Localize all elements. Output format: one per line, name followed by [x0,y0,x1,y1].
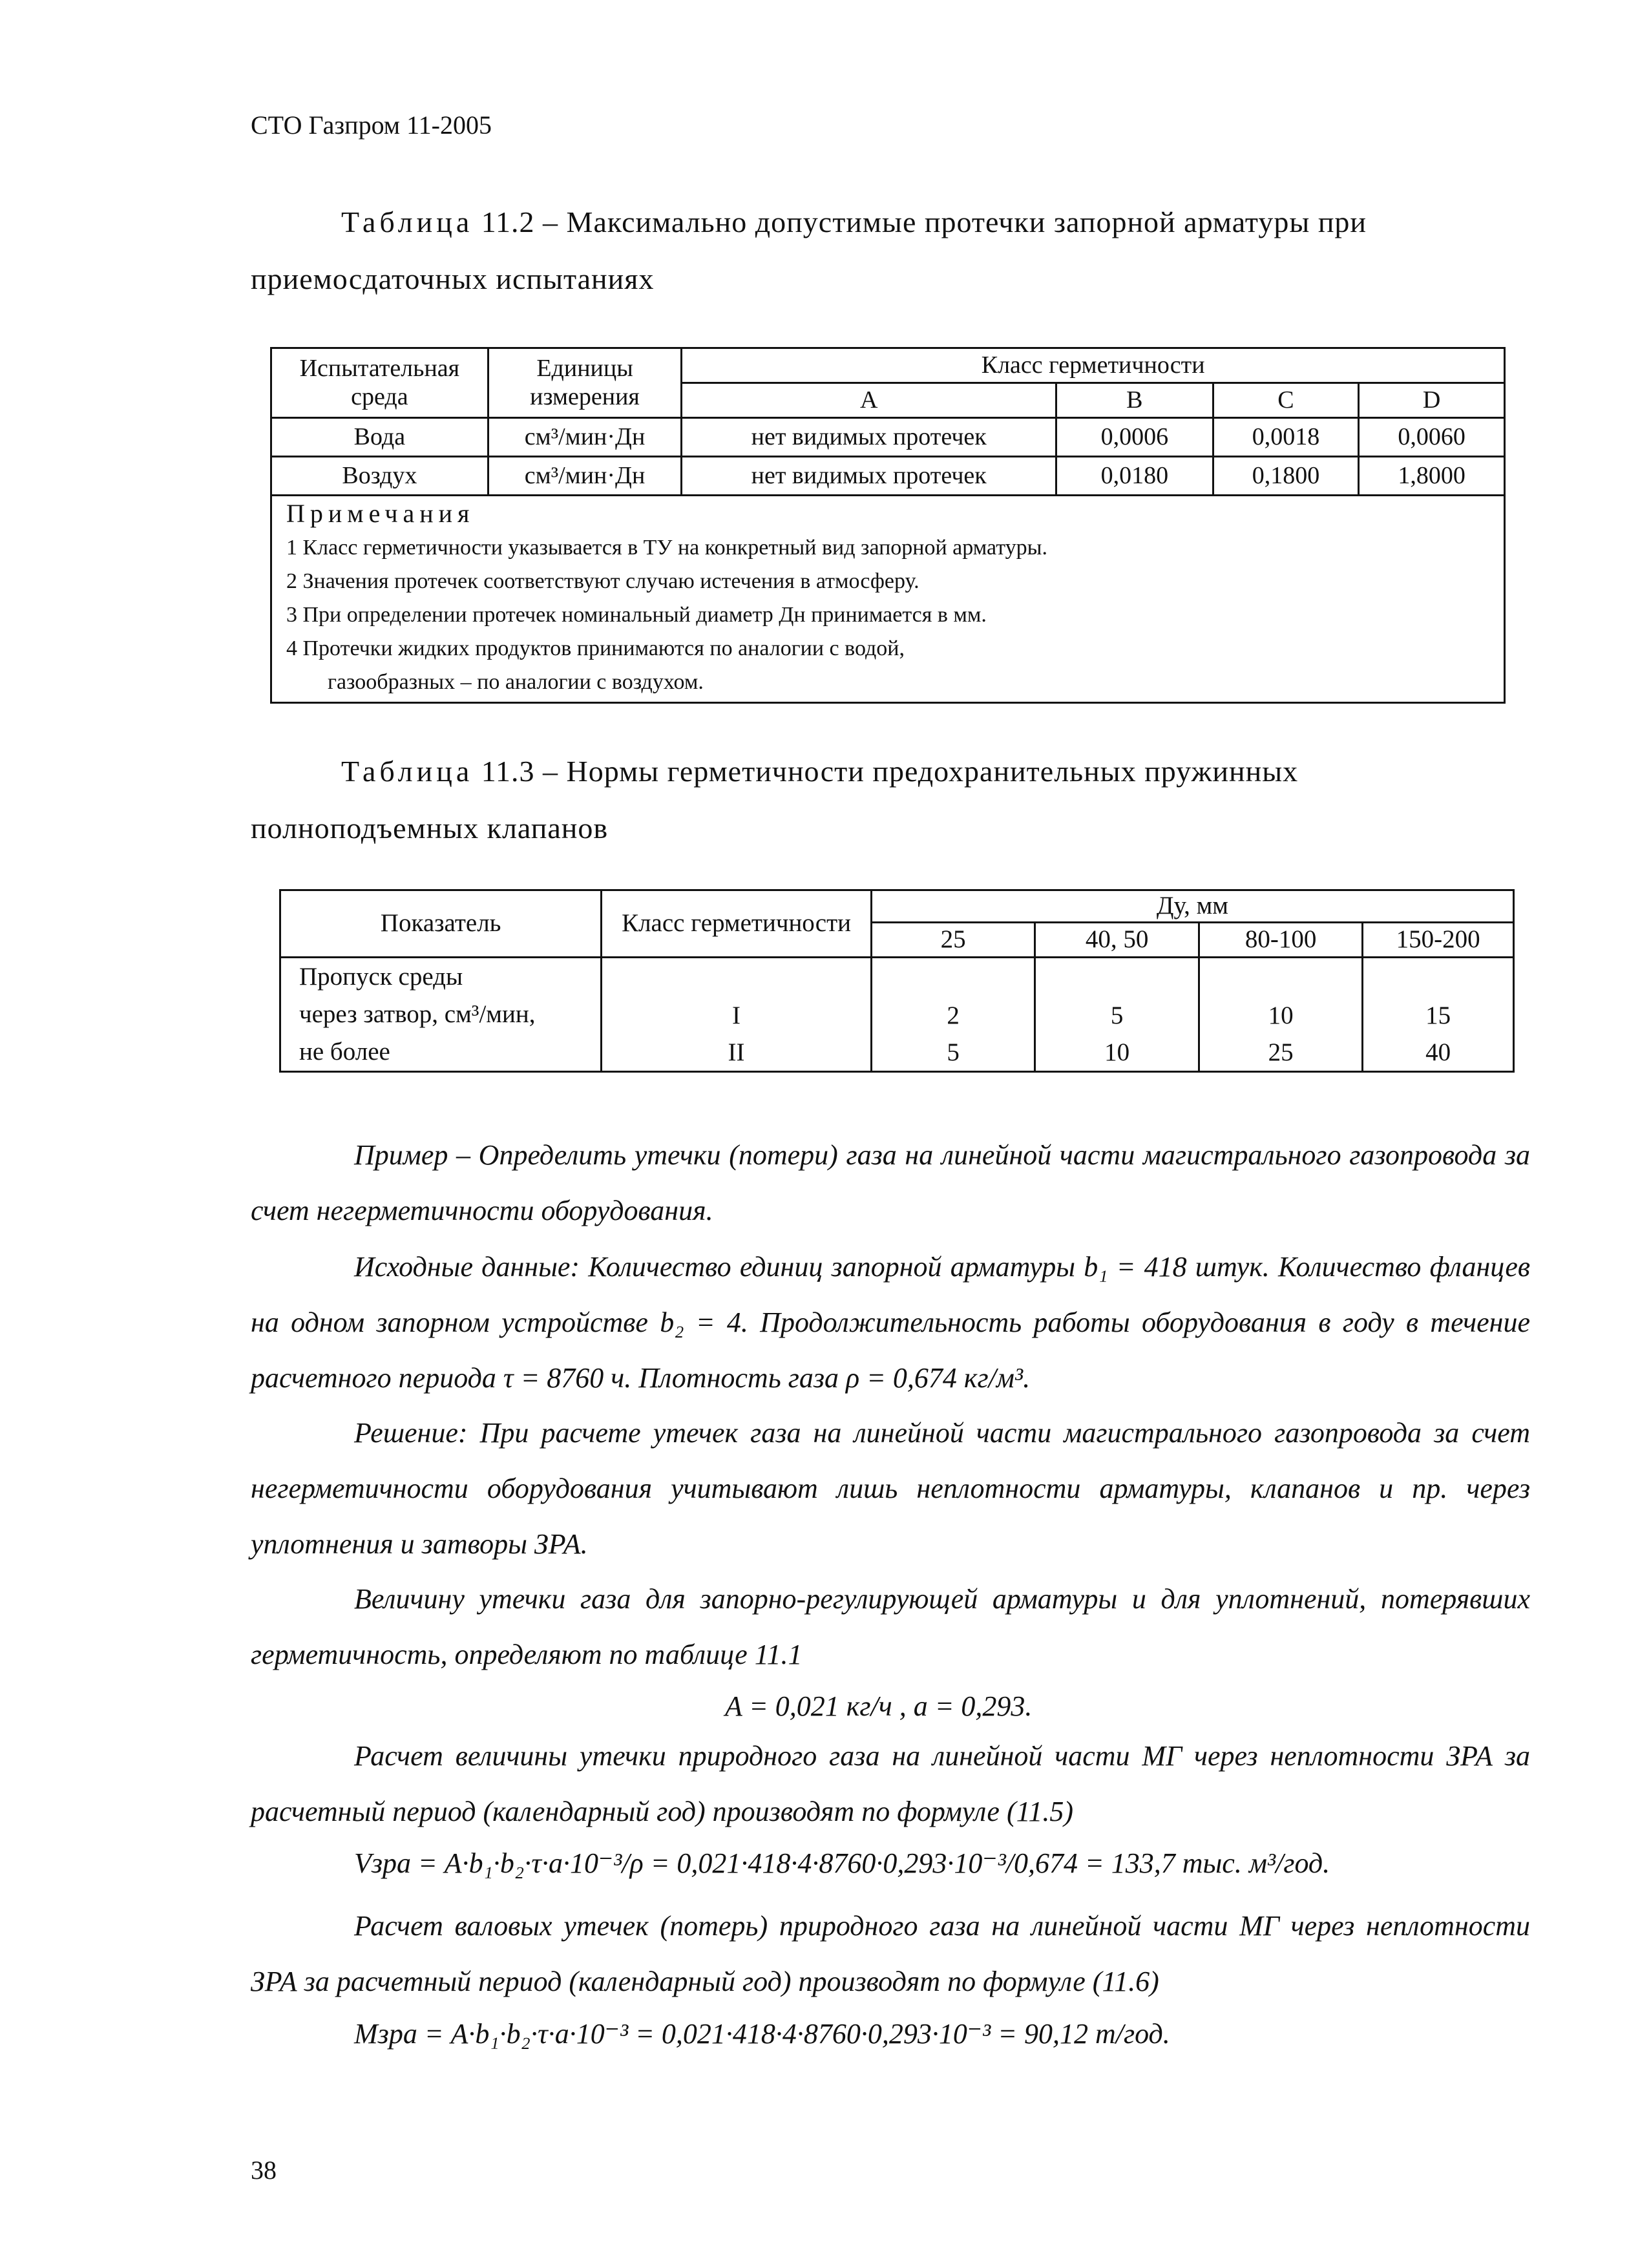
cell-class-a: нет видимых протечек [682,418,1056,457]
table2-caption-text: 11.3 – Нормы герметичности предохранительных пружинных полноподъемных клапанов [251,755,1299,845]
table-row [271,457,1505,496]
empty-cell [1363,958,1514,998]
col-header-units: Единицы измерения [488,348,682,418]
cell-class-c: 0,0018 [1213,418,1359,457]
cell-units: см³/мин·Дн [488,457,682,496]
table1-caption [251,194,1530,308]
du-80-100-header: 80-100 [1199,923,1363,958]
note-item: 3 При определении протечек номинальный диаметр Дн принимается в мм. [286,603,987,627]
cell-value: 25 [1199,1034,1363,1072]
cell-class: I [602,997,872,1034]
formula-mass: Mзра = A·b₁·b₂·τ·a·10⁻³ = 0,021·418·4·8760·0,293·10⁻³ = 90,12 т/год. [354,2018,1170,2050]
table2-caption-lead: Таблица [341,755,474,788]
cell-value: 15 [1363,997,1514,1034]
cell-class-c: 0,1800 [1213,457,1359,496]
class-c-header: C [1213,383,1359,418]
example-solution: Решение: При расчете утечек газа на линейной части магистрального газопровода за счет негерметичности оборудования учитывают лишь неплотности арматуры, клапанов и пр. через уплотнения и затворы ЗРА. [251,1417,1530,1560]
cell-class-d: 1,8000 [1359,457,1505,496]
notes-title: Примечания [286,499,475,528]
class-b-header: B [1056,383,1213,418]
table2-caption [251,743,1530,857]
example-volume-calc: Расчет величины утечки природного газа на линейной части МГ через неплотности ЗРА за расчетный период (календарный год) производят по формуле (11.5) [251,1740,1530,1827]
table1-leakage [270,347,1506,704]
indicator-line: не более [299,1038,390,1066]
empty-cell [1199,958,1363,998]
cell-class-b: 0,0180 [1056,457,1213,496]
formula-constants: A = 0,021 кг/ч , a = 0,293. [725,1690,1033,1722]
col-header-class: Класс герметичности [602,890,872,958]
cell-medium: Воздух [271,457,488,496]
example-mass-calc: Расчет валовых утечек (потерь) природного газа на линейной части МГ через неплотности ЗРА за расчетный период (календарный год) производят по формуле (11.6) [251,1910,1530,1997]
cell-value: 10 [1199,997,1363,1034]
empty-cell [1035,958,1199,998]
cell-class: II [602,1034,872,1072]
col-header-medium: Испытательная среда [271,348,488,418]
table1-caption-text: 11.2 – Максимально допустимые протечки запорной арматуры при приемосдаточных испытаниях [251,205,1367,295]
note-item-continued: газообразных – по аналогии с воздухом. [328,670,704,694]
col-header-indicator: Показатель [280,890,602,958]
note-item: 2 Значения протечек соответствуют случаю истечения в атмосферу. [286,569,919,593]
empty-cell [602,958,872,998]
du-25-header: 25 [871,923,1035,958]
cell-value: 10 [1035,1034,1199,1072]
table1-notes [271,496,1505,703]
note-item: 1 Класс герметичности указывается в ТУ на конкретный вид запорной арматуры. [286,536,1047,560]
empty-cell [871,958,1035,998]
table2-valve-norms [279,889,1515,1073]
document-header: СТО Газпром 11-2005 [251,110,492,140]
cell-indicator [280,958,602,1072]
example-title: Пример – Определить утечки (потери) газа на линейной части магистрального газопровода за счет негерметичности оборудования. [251,1139,1530,1226]
du-150-200-header: 150-200 [1363,923,1514,958]
cell-medium: Вода [271,418,488,457]
cell-class-b: 0,0006 [1056,418,1213,457]
page-number: 38 [251,2156,277,2185]
du-40-50-header: 40, 50 [1035,923,1199,958]
table-row [271,418,1505,457]
formula-volume: Vзра = A·b₁·b₂·τ·a·10⁻³/ρ = 0,021·418·4·8760·0,293·10⁻³/0,674 = 133,7 тыс. м³/год. [354,1847,1330,1879]
cell-value: 40 [1363,1034,1514,1072]
col-header-class: Класс герметичности [682,348,1505,383]
example-input-data: Исходные данные: Количество единиц запорной арматуры b₁ = 418 штук. Количество фланцев на одном запорном устройстве b₂ = 4. Продолжительность работы оборудования в году в течение расчетного периода τ = 8760 ч. Плотность газа ρ = 0,674 кг/м³. [251,1251,1530,1394]
class-a-header: A [682,383,1056,418]
cell-class-a: нет видимых протечек [682,457,1056,496]
col-header-du: Ду, мм [871,890,1513,923]
cell-value: 5 [871,1034,1035,1072]
example-leak-values: Величину утечки газа для запорно-регулирующей арматуры и для уплотнений, потерявших герметичность, определяют по таблице 11.1 [251,1583,1530,1670]
cell-value: 5 [1035,997,1199,1034]
cell-units: см³/мин·Дн [488,418,682,457]
note-item: 4 Протечки жидких продуктов принимаются по аналогии с водой, [286,636,905,660]
cell-value: 2 [871,997,1035,1034]
table1-caption-lead: Таблица [341,205,474,238]
indicator-line: Пропуск среды [299,963,463,991]
class-d-header: D [1359,383,1505,418]
cell-class-d: 0,0060 [1359,418,1505,457]
indicator-line: через затвор, см³/мин, [299,1000,536,1028]
